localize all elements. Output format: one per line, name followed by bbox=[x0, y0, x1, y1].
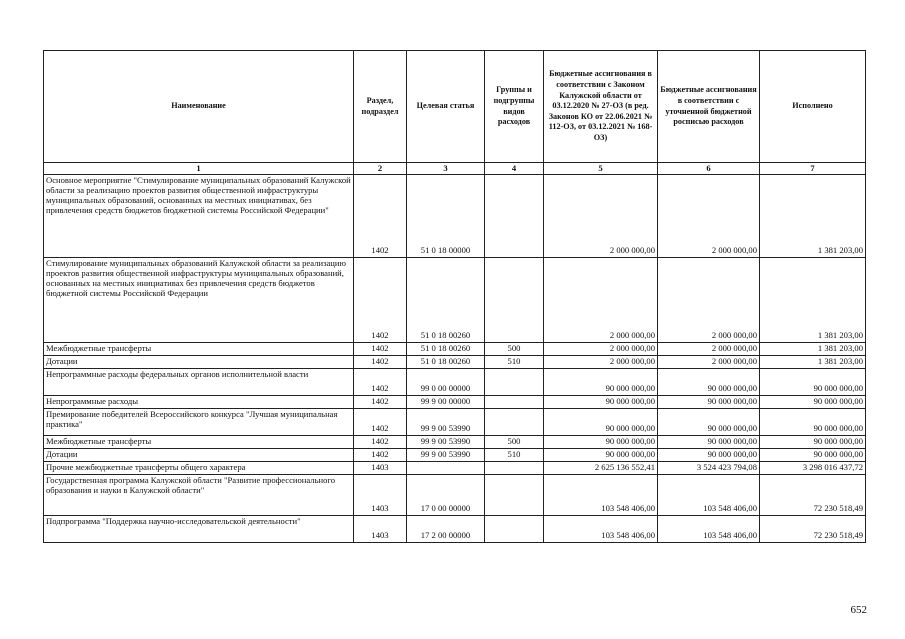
row-name: Непрограммные расходы федеральных органов исполнительной власти bbox=[44, 369, 354, 396]
row-section: 1402 bbox=[354, 343, 407, 356]
row-planned: 2 000 000,00 bbox=[544, 175, 658, 258]
row-planned: 90 000 000,00 bbox=[544, 409, 658, 436]
header-section: Раздел, подраздел bbox=[354, 51, 407, 163]
row-group bbox=[485, 462, 544, 475]
row-section: 1403 bbox=[354, 462, 407, 475]
table-row bbox=[44, 516, 866, 543]
header-target: Целевая статья bbox=[407, 51, 485, 163]
row-executed: 90 000 000,00 bbox=[760, 369, 866, 396]
row-executed: 3 298 016 437,72 bbox=[760, 462, 866, 475]
row-name: Государственная программа Калужской области "Развитие профессионального образования и науки в Калужской области" bbox=[44, 475, 354, 516]
row-planned: 90 000 000,00 bbox=[544, 369, 658, 396]
row-name: Дотации bbox=[44, 449, 354, 462]
row-section: 1402 bbox=[354, 356, 407, 369]
row-group: 500 bbox=[485, 436, 544, 449]
row-section: 1402 bbox=[354, 436, 407, 449]
table-row bbox=[44, 409, 866, 436]
row-planned: 90 000 000,00 bbox=[544, 449, 658, 462]
row-refined: 103 548 406,00 bbox=[658, 516, 760, 543]
column-number: 6 bbox=[658, 163, 760, 175]
row-group bbox=[485, 516, 544, 543]
table-row bbox=[44, 343, 866, 356]
column-number: 1 bbox=[44, 163, 354, 175]
row-planned: 103 548 406,00 bbox=[544, 475, 658, 516]
row-target: 99 9 00 53990 bbox=[407, 409, 485, 436]
row-name: Подпрограмма "Поддержка научно-исследовательской деятельности" bbox=[44, 516, 354, 543]
row-group bbox=[485, 175, 544, 258]
table-row bbox=[44, 396, 866, 409]
row-section: 1403 bbox=[354, 516, 407, 543]
row-refined: 90 000 000,00 bbox=[658, 409, 760, 436]
row-refined: 2 000 000,00 bbox=[658, 356, 760, 369]
row-executed: 1 381 203,00 bbox=[760, 343, 866, 356]
row-target: 51 0 18 00000 bbox=[407, 175, 485, 258]
column-number: 2 bbox=[354, 163, 407, 175]
column-number: 4 bbox=[485, 163, 544, 175]
row-executed: 1 381 203,00 bbox=[760, 175, 866, 258]
row-executed: 90 000 000,00 bbox=[760, 409, 866, 436]
row-target: 99 9 00 53990 bbox=[407, 449, 485, 462]
header-group: Группы и подгруппы видов расходов bbox=[485, 51, 544, 163]
row-executed: 90 000 000,00 bbox=[760, 396, 866, 409]
page-number: 652 bbox=[850, 604, 867, 616]
row-target: 51 0 18 00260 bbox=[407, 343, 485, 356]
row-section: 1402 bbox=[354, 409, 407, 436]
row-name: Прочие межбюджетные трансферты общего характера bbox=[44, 462, 354, 475]
row-target: 17 2 00 00000 bbox=[407, 516, 485, 543]
row-target bbox=[407, 462, 485, 475]
row-group bbox=[485, 396, 544, 409]
table-row bbox=[44, 436, 866, 449]
row-executed: 1 381 203,00 bbox=[760, 356, 866, 369]
column-number: 5 bbox=[544, 163, 658, 175]
header-name: Наименование bbox=[44, 51, 354, 163]
row-executed: 72 230 518,49 bbox=[760, 475, 866, 516]
row-refined: 90 000 000,00 bbox=[658, 369, 760, 396]
row-executed: 90 000 000,00 bbox=[760, 449, 866, 462]
column-number-row bbox=[44, 163, 866, 175]
row-executed: 90 000 000,00 bbox=[760, 436, 866, 449]
row-executed: 72 230 518,49 bbox=[760, 516, 866, 543]
table-row bbox=[44, 369, 866, 396]
row-section: 1402 bbox=[354, 396, 407, 409]
header-refined: Бюджетные ассигнования в соответствии с уточненной бюджетной росписью расходов bbox=[658, 51, 760, 163]
row-name: Межбюджетные трансферты bbox=[44, 436, 354, 449]
row-name: Премирование победителей Всероссийского конкурса "Лучшая муниципальная практика" bbox=[44, 409, 354, 436]
row-target: 99 9 00 53990 bbox=[407, 436, 485, 449]
row-target: 51 0 18 00260 bbox=[407, 356, 485, 369]
row-planned: 2 000 000,00 bbox=[544, 356, 658, 369]
row-planned: 2 000 000,00 bbox=[544, 343, 658, 356]
row-group: 510 bbox=[485, 449, 544, 462]
row-section: 1402 bbox=[354, 258, 407, 343]
row-name: Межбюджетные трансферты bbox=[44, 343, 354, 356]
row-target: 99 0 00 00000 bbox=[407, 369, 485, 396]
row-refined: 2 000 000,00 bbox=[658, 343, 760, 356]
row-section: 1402 bbox=[354, 449, 407, 462]
row-section: 1403 bbox=[354, 475, 407, 516]
row-section: 1402 bbox=[354, 175, 407, 258]
header-executed: Исполнено bbox=[760, 51, 866, 163]
column-number: 3 bbox=[407, 163, 485, 175]
row-refined: 2 000 000,00 bbox=[658, 258, 760, 343]
row-refined: 90 000 000,00 bbox=[658, 449, 760, 462]
row-group bbox=[485, 475, 544, 516]
column-number: 7 bbox=[760, 163, 866, 175]
table-row bbox=[44, 475, 866, 516]
row-name: Дотации bbox=[44, 356, 354, 369]
row-group bbox=[485, 369, 544, 396]
row-refined: 2 000 000,00 bbox=[658, 175, 760, 258]
row-group: 510 bbox=[485, 356, 544, 369]
row-planned: 2 000 000,00 bbox=[544, 258, 658, 343]
table-row bbox=[44, 175, 866, 258]
row-target: 51 0 18 00260 bbox=[407, 258, 485, 343]
row-target: 17 0 00 00000 bbox=[407, 475, 485, 516]
row-group: 500 bbox=[485, 343, 544, 356]
table-row bbox=[44, 462, 866, 475]
row-refined: 103 548 406,00 bbox=[658, 475, 760, 516]
row-refined: 3 524 423 794,08 bbox=[658, 462, 760, 475]
row-planned: 103 548 406,00 bbox=[544, 516, 658, 543]
row-name: Основное мероприятие "Стимулирование муниципальных образований Калужской области за реализацию проектов развития общественной инфраструктуры муниципальных образований, основанных на местных инициативах, без привлечения средств бюджетов бюджетной системы Российской Федерации" bbox=[44, 175, 354, 258]
row-planned: 90 000 000,00 bbox=[544, 396, 658, 409]
row-planned: 2 625 136 552,41 bbox=[544, 462, 658, 475]
table-row bbox=[44, 356, 866, 369]
header-planned: Бюджетные ассигнования в соответствии с Законом Калужской области от 03.12.2020 № 27-ОЗ (в ред. Законов КО от 22.06.2021 № 112-ОЗ, от 03.12.2021 № 168-ОЗ) bbox=[544, 51, 658, 163]
row-section: 1402 bbox=[354, 369, 407, 396]
table-row bbox=[44, 449, 866, 462]
row-planned: 90 000 000,00 bbox=[544, 436, 658, 449]
row-executed: 1 381 203,00 bbox=[760, 258, 866, 343]
table-row bbox=[44, 258, 866, 343]
row-group bbox=[485, 258, 544, 343]
budget-table bbox=[43, 50, 866, 543]
row-group bbox=[485, 409, 544, 436]
header-row bbox=[44, 51, 866, 163]
row-refined: 90 000 000,00 bbox=[658, 436, 760, 449]
row-refined: 90 000 000,00 bbox=[658, 396, 760, 409]
row-name: Непрограммные расходы bbox=[44, 396, 354, 409]
row-target: 99 9 00 00000 bbox=[407, 396, 485, 409]
row-name: Стимулирование муниципальных образований Калужской области за реализацию проектов развития общественной инфраструктуры муниципальных образований, основанных на местных инициативах без привлечения средств бюджетов бюджетной системы Российской Федерации bbox=[44, 258, 354, 343]
